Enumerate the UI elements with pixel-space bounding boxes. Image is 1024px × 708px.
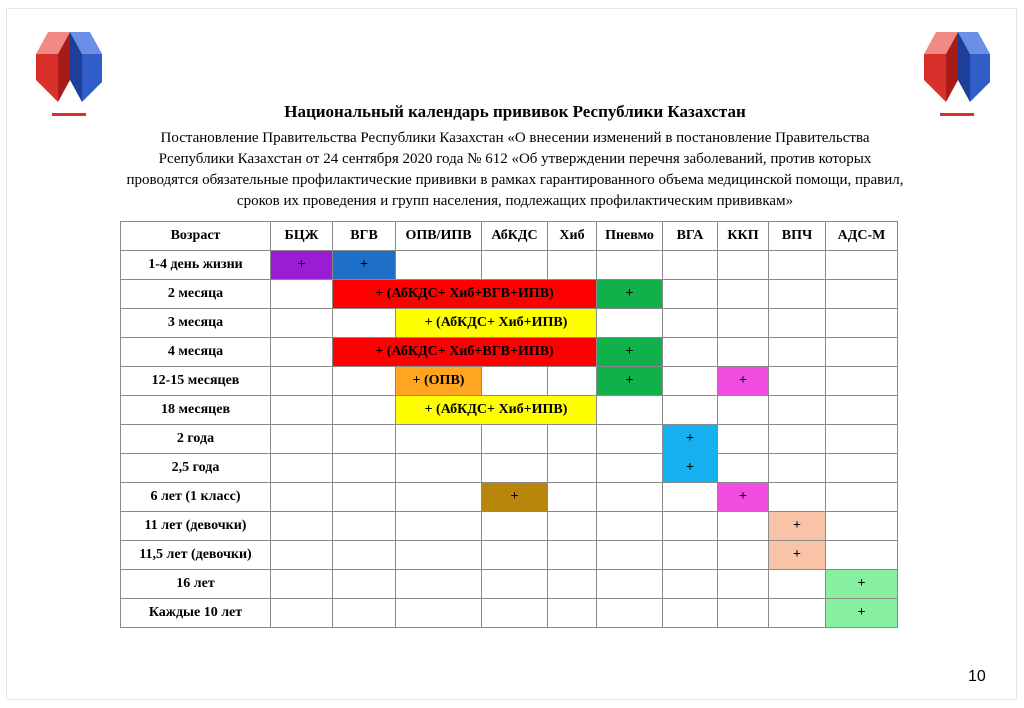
vaccine-cell: + xyxy=(826,599,898,628)
empty-cell xyxy=(826,454,898,483)
empty-cell xyxy=(597,512,663,541)
subtitle-line: Постановление Правительства Республики Казахстан «О внесении изменений в постановление Правительства xyxy=(160,130,870,146)
table-row xyxy=(121,599,898,628)
empty-cell xyxy=(482,512,548,541)
empty-cell xyxy=(396,454,482,483)
empty-cell xyxy=(548,541,597,570)
empty-cell xyxy=(333,309,396,338)
empty-cell xyxy=(769,338,826,367)
vaccine-cell: + xyxy=(718,367,769,396)
vaccine-cell: + xyxy=(597,338,663,367)
empty-cell xyxy=(826,541,898,570)
age-cell: 11 лет (девочки) xyxy=(121,512,271,541)
empty-cell xyxy=(769,396,826,425)
vaccination-schedule-table xyxy=(120,221,898,628)
empty-cell xyxy=(663,309,718,338)
empty-cell xyxy=(769,251,826,280)
header-bcg: БЦЖ xyxy=(271,222,333,251)
empty-cell xyxy=(663,251,718,280)
empty-cell xyxy=(271,309,333,338)
table-row xyxy=(121,512,898,541)
table-row xyxy=(121,454,898,483)
vaccine-cell: + (АбКДС+ Хиб+ВГВ+ИПВ) xyxy=(333,280,597,309)
empty-cell xyxy=(333,541,396,570)
empty-cell xyxy=(663,338,718,367)
age-cell: 16 лет xyxy=(121,570,271,599)
empty-cell xyxy=(333,483,396,512)
vaccine-cell: + xyxy=(271,251,333,280)
age-cell: 11,5 лет (девочки) xyxy=(121,541,271,570)
empty-cell xyxy=(271,280,333,309)
vaccine-cell: + xyxy=(597,367,663,396)
empty-cell xyxy=(548,512,597,541)
empty-cell xyxy=(718,251,769,280)
empty-cell xyxy=(718,280,769,309)
empty-cell xyxy=(482,425,548,454)
empty-cell xyxy=(597,425,663,454)
header-pneumo: Пневмо xyxy=(597,222,663,251)
empty-cell xyxy=(597,483,663,512)
empty-cell xyxy=(718,396,769,425)
vaccine-cell: + xyxy=(663,425,718,454)
age-cell: 2 года xyxy=(121,425,271,454)
empty-cell xyxy=(548,483,597,512)
empty-cell xyxy=(769,483,826,512)
empty-cell xyxy=(482,570,548,599)
empty-cell xyxy=(482,541,548,570)
empty-cell xyxy=(333,570,396,599)
empty-cell xyxy=(396,541,482,570)
empty-cell xyxy=(271,512,333,541)
header-hepb: ВГВ xyxy=(333,222,396,251)
empty-cell xyxy=(663,367,718,396)
empty-cell xyxy=(826,512,898,541)
empty-cell xyxy=(333,599,396,628)
header-mmr: ККП xyxy=(718,222,769,251)
empty-cell xyxy=(769,599,826,628)
empty-cell xyxy=(396,512,482,541)
empty-cell xyxy=(769,570,826,599)
empty-cell xyxy=(271,338,333,367)
empty-cell xyxy=(482,367,548,396)
empty-cell xyxy=(333,454,396,483)
vaccine-cell: + xyxy=(769,541,826,570)
empty-cell xyxy=(548,570,597,599)
vaccine-cell: + (АбКДС+ Хиб+ИПВ) xyxy=(396,396,597,425)
empty-cell xyxy=(482,454,548,483)
table-row xyxy=(121,425,898,454)
empty-cell xyxy=(597,396,663,425)
empty-cell xyxy=(769,280,826,309)
subtitle-line: проводятся обязательные профилактические прививки в рамках гарантированного объема медицинской помощи, правил, xyxy=(126,172,904,188)
page-number: 10 xyxy=(968,668,986,685)
table-row xyxy=(121,338,898,367)
empty-cell xyxy=(826,483,898,512)
empty-cell xyxy=(718,425,769,454)
empty-cell xyxy=(271,570,333,599)
age-cell: 2,5 года xyxy=(121,454,271,483)
empty-cell xyxy=(396,483,482,512)
table-row xyxy=(121,280,898,309)
vaccine-cell: + xyxy=(482,483,548,512)
vaccine-cell: + (ОПВ) xyxy=(396,367,482,396)
header-adtp: АбКДС xyxy=(482,222,548,251)
table-row xyxy=(121,541,898,570)
age-cell: 6 лет (1 класс) xyxy=(121,483,271,512)
empty-cell xyxy=(597,541,663,570)
empty-cell xyxy=(333,425,396,454)
age-cell: 18 месяцев xyxy=(121,396,271,425)
empty-cell xyxy=(597,454,663,483)
empty-cell xyxy=(396,425,482,454)
age-cell: 4 месяца xyxy=(121,338,271,367)
empty-cell xyxy=(826,338,898,367)
empty-cell xyxy=(826,425,898,454)
empty-cell xyxy=(663,280,718,309)
empty-cell xyxy=(718,541,769,570)
empty-cell xyxy=(663,396,718,425)
table-row xyxy=(121,251,898,280)
empty-cell xyxy=(769,367,826,396)
age-cell: Каждые 10 лет xyxy=(121,599,271,628)
vaccine-cell: + xyxy=(333,251,396,280)
page-title: Национальный календарь прививок Республики Казахстан xyxy=(284,102,746,121)
age-cell: 1-4 день жизни xyxy=(121,251,271,280)
empty-cell xyxy=(333,512,396,541)
empty-cell xyxy=(718,512,769,541)
header-hib: Хиб xyxy=(548,222,597,251)
empty-cell xyxy=(548,599,597,628)
vaccine-cell: + xyxy=(826,570,898,599)
empty-cell xyxy=(271,425,333,454)
empty-cell xyxy=(769,309,826,338)
empty-cell xyxy=(271,541,333,570)
empty-cell xyxy=(663,570,718,599)
empty-cell xyxy=(826,367,898,396)
table-row xyxy=(121,483,898,512)
table-row xyxy=(121,396,898,425)
document-header xyxy=(80,100,950,212)
vaccine-cell: + xyxy=(597,280,663,309)
empty-cell xyxy=(718,454,769,483)
header-age: Возраст xyxy=(121,222,271,251)
table-row xyxy=(121,309,898,338)
empty-cell xyxy=(597,599,663,628)
subtitle-line: сроков их проведения и групп населения, подлежащих профилактическим прививкам» xyxy=(236,193,794,209)
subtitle-line: Рсепублики Казахстан от 24 сентября 2020 года № 612 «Об утверждении перечня заболеваний, против которых xyxy=(158,151,872,167)
empty-cell xyxy=(718,599,769,628)
empty-cell xyxy=(482,599,548,628)
empty-cell xyxy=(548,425,597,454)
empty-cell xyxy=(718,309,769,338)
empty-cell xyxy=(769,454,826,483)
empty-cell xyxy=(597,309,663,338)
empty-cell xyxy=(396,251,482,280)
empty-cell xyxy=(826,396,898,425)
table-row xyxy=(121,570,898,599)
vaccine-cell: + xyxy=(769,512,826,541)
empty-cell xyxy=(663,512,718,541)
empty-cell xyxy=(333,396,396,425)
empty-cell xyxy=(271,599,333,628)
empty-cell xyxy=(271,396,333,425)
header-opv-ipv: ОПВ/ИПВ xyxy=(396,222,482,251)
header-hepa: ВГА xyxy=(663,222,718,251)
vaccine-cell: + xyxy=(718,483,769,512)
age-cell: 2 месяца xyxy=(121,280,271,309)
empty-cell xyxy=(663,599,718,628)
empty-cell xyxy=(482,251,548,280)
age-cell: 3 месяца xyxy=(121,309,271,338)
empty-cell xyxy=(548,367,597,396)
empty-cell xyxy=(396,599,482,628)
empty-cell xyxy=(271,454,333,483)
empty-cell xyxy=(597,570,663,599)
vaccine-cell: + (АбКДС+ Хиб+ВГВ+ИПВ) xyxy=(333,338,597,367)
header-tdm: АДС-М xyxy=(826,222,898,251)
empty-cell xyxy=(396,570,482,599)
empty-cell xyxy=(826,251,898,280)
resolution-subtitle xyxy=(80,128,950,212)
empty-cell xyxy=(826,309,898,338)
empty-cell xyxy=(548,251,597,280)
empty-cell xyxy=(271,367,333,396)
empty-cell xyxy=(718,338,769,367)
vaccine-cell: + xyxy=(663,454,718,483)
empty-cell xyxy=(826,280,898,309)
empty-cell xyxy=(271,483,333,512)
empty-cell xyxy=(663,483,718,512)
empty-cell xyxy=(718,570,769,599)
empty-cell xyxy=(597,251,663,280)
table-header-row xyxy=(121,222,898,251)
empty-cell xyxy=(548,454,597,483)
empty-cell xyxy=(333,367,396,396)
header-hpv: ВПЧ xyxy=(769,222,826,251)
empty-cell xyxy=(769,425,826,454)
table-row xyxy=(121,367,898,396)
empty-cell xyxy=(663,541,718,570)
age-cell: 12-15 месяцев xyxy=(121,367,271,396)
vaccine-cell: + (АбКДС+ Хиб+ИПВ) xyxy=(396,309,597,338)
